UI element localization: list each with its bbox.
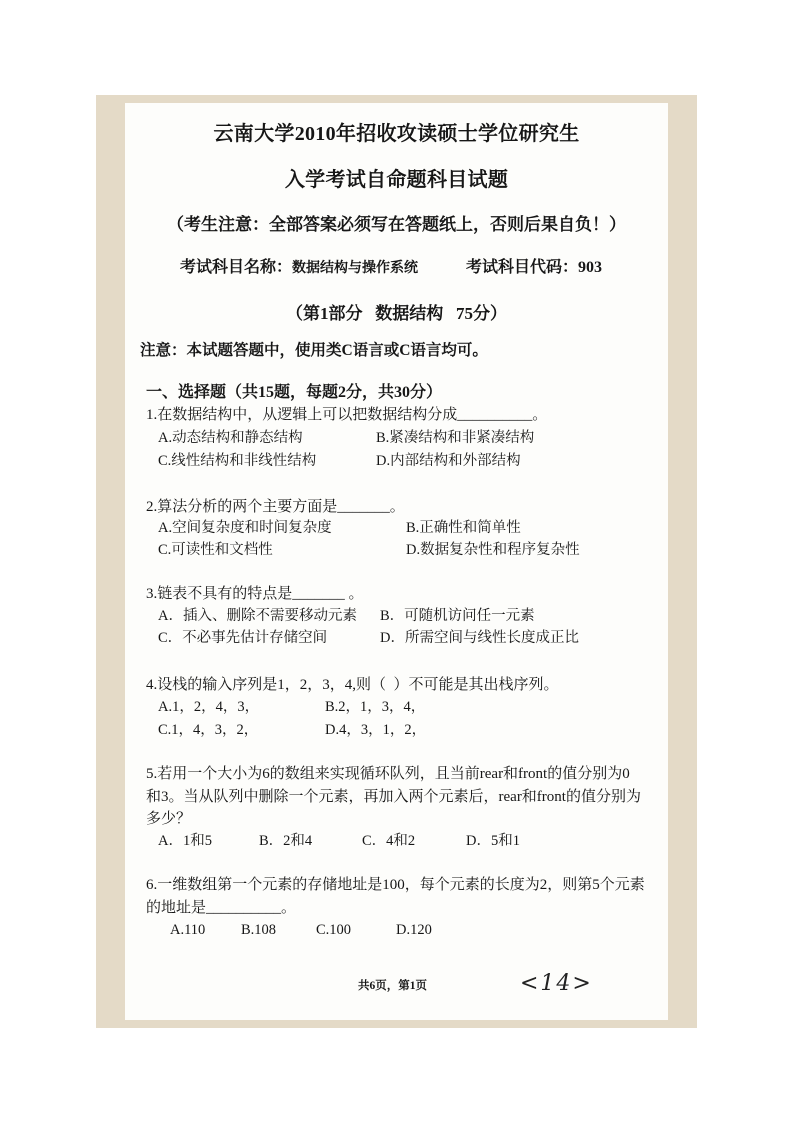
page-info: 共6页，第1页 <box>358 980 427 992</box>
q4-option-a: A.1，2，4，3， <box>158 699 260 715</box>
subject-code: 903 <box>578 259 603 276</box>
question-5-stem-line-3: 多少？ <box>146 811 192 827</box>
q2-option-d: D.数据复杂性和程序复杂性 <box>406 542 580 558</box>
q4-option-c: C.1，4，3，2， <box>158 722 259 738</box>
question-6-stem-line-1: 6.一维数组第一个元素的存储地址是100，每个元素的长度为2，则第5个元素 <box>146 877 645 893</box>
question-5-stem-line-1: 5.若用一个大小为6的数组来实现循环队列，且当前rear和front的值分别为0 <box>146 766 630 782</box>
question-4-stem: 4.设栈的输入序列是1，2，3，4,则（ ）不可能是其出栈序列。 <box>146 677 559 693</box>
q6-option-d: D.120 <box>396 922 432 938</box>
question-1-stem: 1.在数据结构中，从逻辑上可以把数据结构分成__________。 <box>146 407 548 423</box>
q1-option-c: C.线性结构和非线性结构 <box>158 453 317 469</box>
q6-option-b: B.108 <box>241 922 277 938</box>
subject-code-label: 考试科目代码： <box>466 259 579 276</box>
subject-name-label: 考试科目名称： <box>180 259 293 276</box>
part-heading: （第1部分 数据结构 75分） <box>286 304 507 323</box>
q2-option-a: A.空间复杂度和时间复杂度 <box>158 520 332 536</box>
language-note: 注意：本试题答题中，使用类C语言或C语言均可。 <box>140 342 488 359</box>
q3-option-d: D．所需空间与线性长度成正比 <box>380 630 579 646</box>
q4-option-b: B.2，1，3，4， <box>325 699 426 715</box>
handwritten-page-mark: <14> <box>520 971 593 996</box>
subject-name: 数据结构与操作系统 <box>292 261 419 276</box>
q6-option-c: C.100 <box>316 922 352 938</box>
q2-option-b: B.正确性和简单性 <box>406 520 521 536</box>
q5-option-c: C．4和2 <box>362 833 416 849</box>
q6-option-a: A.110 <box>170 922 206 938</box>
q5-option-d: D．5和1 <box>466 833 520 849</box>
exam-title-line-2: 入学考试自命题科目试题 <box>284 169 509 191</box>
question-2-stem: 2.算法分析的两个主要方面是_______。 <box>146 499 405 515</box>
exam-notice: （考生注意：全部答案必须写在答题纸上，否则后果自负！） <box>167 215 626 234</box>
question-3-stem: 3.链表不具有的特点是_______ 。 <box>146 586 364 602</box>
question-6-stem-line-2: 的地址是__________。 <box>146 900 297 916</box>
q3-option-a: A．插入、删除不需要移动元素 <box>158 608 357 624</box>
q4-option-d: D.4，3，1，2， <box>325 722 427 738</box>
q3-option-b: B．可随机访问任一元素 <box>380 608 535 624</box>
q5-option-b: B．2和4 <box>259 833 313 849</box>
section-heading: 一、选择题（共15题，每题2分，共30分） <box>146 384 443 401</box>
q3-option-c: C．不必事先估计存储空间 <box>158 630 328 646</box>
subject-line <box>180 260 602 276</box>
q1-option-d: D.内部结构和外部结构 <box>376 453 521 469</box>
q2-option-c: C.可读性和文档性 <box>158 542 273 558</box>
q5-option-a: A．1和5 <box>158 833 212 849</box>
q1-option-b: B.紧凑结构和非紧凑结构 <box>376 430 535 446</box>
exam-title-line-1: 云南大学2010年招收攻读硕士学位研究生 <box>213 123 580 145</box>
q1-option-a: A.动态结构和静态结构 <box>158 430 303 446</box>
question-5-stem-line-2: 和3。当从队列中删除一个元素，再加入两个元素后，rear和front的值分别为 <box>146 789 641 805</box>
